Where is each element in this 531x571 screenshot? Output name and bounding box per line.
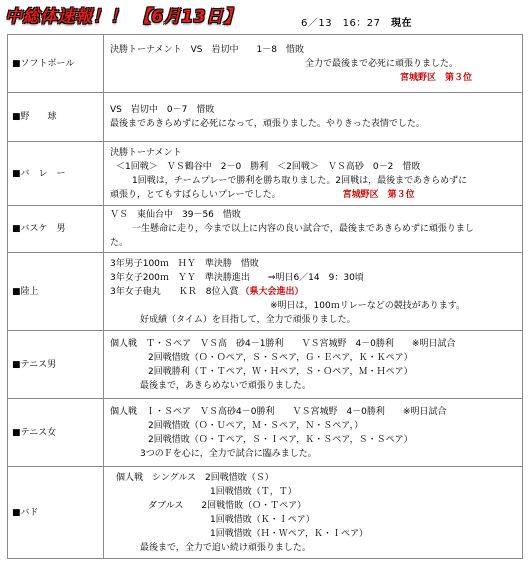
detail-text: VS 岩切中 0－7 惜敗 — [110, 105, 215, 115]
banner-title: 中総体速報！！ 【6月13日】 — [5, 7, 241, 27]
sport-name: ■バ レ ー — [8, 142, 104, 206]
detail-line — [110, 419, 518, 433]
detail-text: 個人戦 Ｔ・Ｓペア ＶＳ高 砂4－1勝利 ＶＳ宮城野 4－0勝利 ※明日試合 — [110, 338, 456, 349]
detail-text: 3年女子200ｍ ＹＹ 準決勝進出 ⇒明日6／14 9：30頃 — [110, 272, 364, 283]
detail-text: 決勝トーナメント VS 岩切中 1－8 惜敗 — [110, 44, 304, 55]
sport-name: ■バド — [8, 467, 104, 559]
result-row — [8, 253, 523, 331]
result-row — [8, 35, 523, 93]
result-row — [8, 399, 523, 467]
detail-line — [110, 57, 518, 71]
result-detail — [104, 206, 523, 253]
detail-line — [110, 471, 518, 485]
detail-text: た。 — [110, 238, 129, 248]
detail-text: 好成績（タイム）を目指して，全力で頑張りました。 — [140, 314, 356, 325]
timestamp-status: 現在 — [391, 18, 413, 29]
detail-line — [110, 208, 518, 222]
result-row — [8, 206, 523, 253]
detail-text: ＜1回戦＞ ＶＳ鶴谷中 2－0 勝利 ＜2回戦＞ ＶＳ高砂 0－2 惜敗 — [116, 161, 421, 172]
detail-text: 全力で最後まで必死に頑張りました。 — [305, 58, 459, 69]
sport-name: ■バスケ 男 — [8, 206, 104, 253]
detail-text: ダブルス 2回戦惜敗（Ｏ・Ｔペア） — [148, 500, 307, 511]
result-detail — [104, 467, 523, 559]
detail-line — [110, 103, 518, 117]
detail-text: ＶＳ 東仙台中 39－56 惜敗 — [110, 210, 241, 220]
result-row — [8, 93, 523, 142]
detail-text: ※明日は，100ｍリレーなどの競技があります。 — [270, 300, 466, 311]
update-timestamp — [301, 14, 412, 29]
detail-text: 個人戦 Ｉ・Ｓペア ＶＳ高砂4－0勝利 ＶＳ宮城野 4－0勝利 ※明日試合 — [110, 406, 447, 417]
detail-line — [110, 499, 518, 513]
detail-text: 最後まであきらめずに必死になって，頑張りました。やりきった表情でした。 — [110, 119, 425, 129]
detail-line — [110, 43, 518, 57]
detail-text: 2回戦惜敗（Ｏ・Ｔペア，Ｓ・Ｉペア，Ｋ・Ｓペア，Ｓ・Ｓペア） — [148, 434, 413, 445]
highlight-text: （県大会進出） — [240, 286, 304, 297]
result-row — [8, 467, 523, 559]
result-detail — [104, 35, 523, 93]
detail-line — [110, 188, 518, 202]
sport-name: ■テニス男 — [8, 331, 104, 399]
detail-line — [110, 405, 518, 419]
detail-text: 3つのＦを心に，全力で試合に臨みました。 — [140, 448, 317, 459]
detail-line — [110, 160, 518, 174]
detail-line — [110, 337, 518, 351]
detail-text: 1回戦惜敗（Ｋ・Ｉペア） — [210, 514, 315, 525]
detail-line — [110, 541, 518, 555]
detail-line — [110, 527, 518, 541]
result-detail — [104, 253, 523, 331]
detail-text: 決勝トーナメント — [110, 147, 182, 158]
detail-line — [110, 236, 518, 250]
detail-line — [110, 365, 518, 379]
results-body — [8, 35, 523, 559]
timestamp-value: 6／13 16：27 — [301, 18, 381, 29]
detail-line — [110, 447, 518, 461]
detail-text: 1回戦惜敗（Ｈ・Ｗペア，Ｋ・Ｉペア） — [210, 528, 369, 539]
detail-line — [110, 379, 518, 393]
detail-line — [110, 433, 518, 447]
detail-text: 3年男子100ｍ ＨＹ 準決勝 惜敗 — [110, 258, 259, 269]
detail-text: 個人戦 シングルス 2回戦惜敗（Ｓ） — [116, 472, 274, 483]
detail-line — [110, 271, 518, 285]
detail-text: 1回戦は，チームプレーで勝利を勝ち取りました。2回戦は，最後まであきらめずに — [132, 175, 468, 186]
sport-name: ■テニス女 — [8, 399, 104, 467]
highlight-text: 宮城野区 第３位 — [342, 189, 415, 200]
detail-text: 最後まで，あきらめないで頑張りました。 — [140, 380, 311, 391]
detail-line — [110, 174, 518, 188]
detail-line — [110, 285, 518, 299]
result-row — [8, 142, 523, 206]
detail-line — [110, 313, 518, 327]
result-detail — [104, 142, 523, 206]
detail-line — [110, 71, 518, 85]
detail-text: 頑張り，とてもすばらしいプレーでした。 — [110, 189, 281, 200]
result-detail — [104, 331, 523, 399]
results-table — [7, 34, 523, 559]
detail-text: 2回戦勝利（Ｔ・Ｔペア，Ｗ・Ｈペア，Ｓ・Ｏペア，Ｍ・Ｈペア） — [148, 366, 413, 377]
detail-line — [110, 513, 518, 527]
detail-line — [110, 257, 518, 271]
detail-line — [110, 222, 518, 236]
detail-text: 2回戦惜敗（Ｏ・Ｕペア，Ｍ・Ｓペア，Ｎ・Ｓペア，） — [148, 420, 364, 431]
detail-line — [110, 146, 518, 160]
detail-text: 2回戦惜敗（Ｏ・Ｏペア，Ｓ・Ｓペア，Ｇ・Ｅペア，Ｋ・Ｋペア） — [148, 352, 413, 363]
detail-text: 宮城野区 第３位 — [400, 72, 473, 83]
detail-text: 一生懸命に走り，今まで以上に内容の良い試合で，最後まであきらめずに頑張りまし — [132, 224, 474, 234]
detail-line — [110, 351, 518, 365]
detail-text: 3年女子砲丸 ＫＲ 8位入賞 — [110, 286, 239, 297]
detail-text: 1回戦惜敗（Ｔ，Ｔ） — [210, 486, 297, 497]
detail-line — [110, 299, 518, 313]
banner — [5, 2, 245, 27]
result-row — [8, 331, 523, 399]
detail-line — [110, 485, 518, 499]
sport-name: ■野 球 — [8, 93, 104, 142]
detail-line — [110, 117, 518, 131]
result-detail — [104, 93, 523, 142]
detail-text: 最後まで，全力で追い続け頑張りました。 — [140, 542, 311, 553]
result-detail — [104, 399, 523, 467]
sport-name: ■ソフトボール — [8, 35, 104, 93]
sport-name: ■陸上 — [8, 253, 104, 331]
